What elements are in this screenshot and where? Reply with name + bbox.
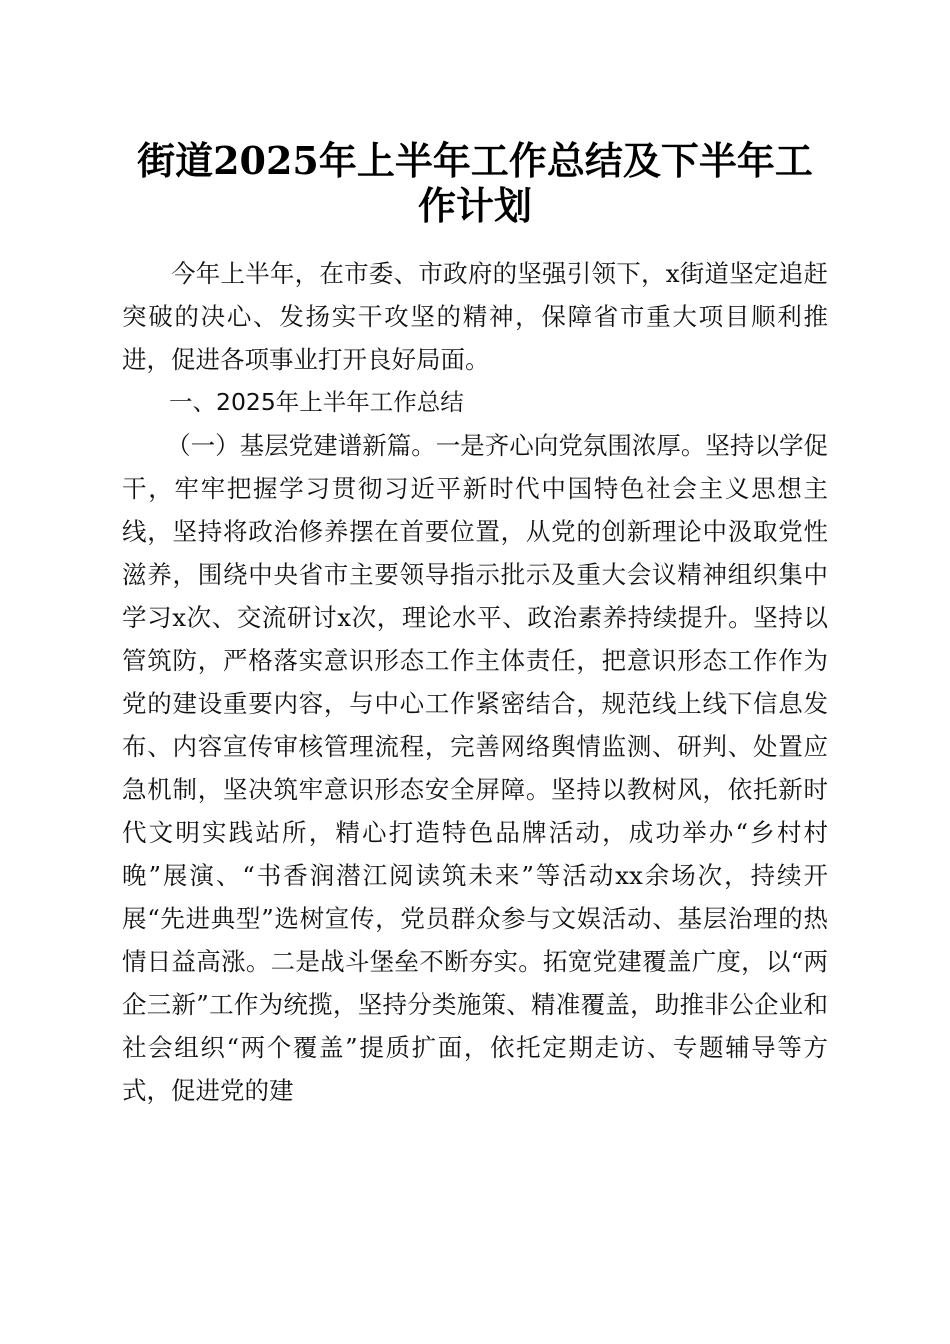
section-heading: 一、2025年上半年工作总结 [169,388,464,416]
document-body [122,252,828,1112]
document-title: 街道2025年上半年工作总结及下半年工作计划 [137,138,813,228]
section-paragraph: （一）基层党建谱新篇。一是齐心向党氛围浓厚。坚持以学促干，牢牢把握学习贯彻习近平新时代中国特色社会主义思想主线，坚持将政治修养摆在首要位置，从党的创新理论中汲取党性滋养，围绕中央省市主要领导指示批示及重大会议精神组织集中学习x次、交流研讨x次，理论水平、政治素养持续提升。坚持以管筑防，严格落实意识形态工作主体责任，把意识形态工作作为党的建设重要内容，与中心工作紧密结合，规范线上线下信息发布、内容宣传审核管理流程，完善网络舆情监测、研判、处置应急机制，坚决筑牢意识形态安全屏障。坚持以教树风，依托新时代文明实践站所，精心打造特色品牌活动，成功举办“乡村村晚”展演、“书香润潜江阅读筑未来”等活动xx余场次，持续开展“先进典型”选树宣传，党员群众参与文娱活动、基层治理的热情日益高涨。二是战斗堡垒不断夯实。拓宽党建覆盖广度，以“两企三新”工作为统揽，坚持分类施策、精准覆盖，助推非公企业和社会组织“两个覆盖”提质扩面，依托定期走访、专题辅导等方式，促进党的建 [122,431,828,1105]
intro-paragraph: 今年上半年，在市委、市政府的坚强引领下，x街道坚定追赶突破的决心、发扬实干攻坚的精神，保障省市重大项目顺利推进，促进各项事业打开良好局面。 [122,259,828,374]
